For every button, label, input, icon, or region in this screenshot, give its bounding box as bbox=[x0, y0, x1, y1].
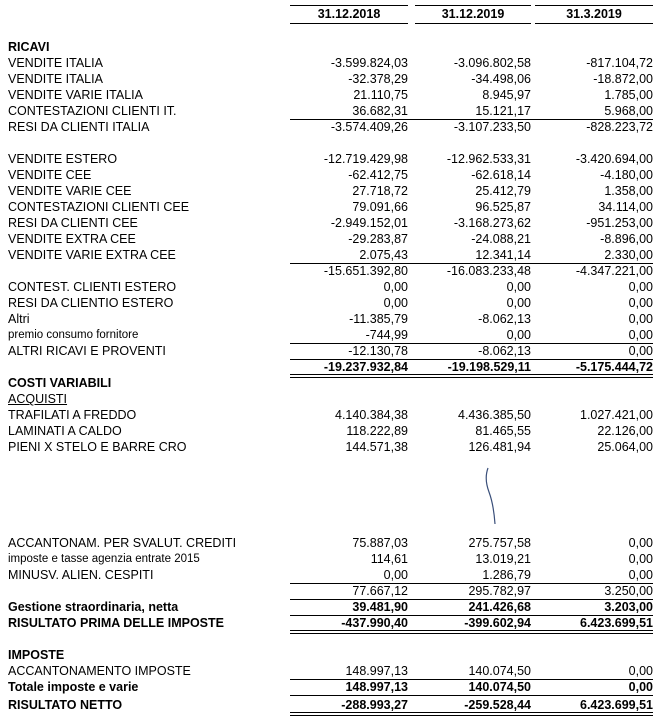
total-row: -19.237.932,84 -19.198.529,11 -5.175.444,72 bbox=[323, 360, 653, 374]
table-row: MINUSV. ALIEN. CESPITI 0,00 1.286,79 0,00 bbox=[8, 568, 653, 582]
table-row: LAMINATI A CALDO 118.222,89 81.465,55 22.126,00 bbox=[8, 424, 653, 438]
table-row: Altri -11.385,79 -8.062,13 0,00 bbox=[8, 312, 653, 326]
pen-stroke-mark bbox=[480, 466, 504, 530]
table-row: VENDITE VARIE ITALIA 21.110,75 8.945,97 1.785,00 bbox=[8, 88, 653, 102]
table-row: VENDITE VARIE EXTRA CEE 2.075,43 12.341,14 2.330,00 bbox=[8, 248, 653, 262]
table-row: ACCANTONAMENTO IMPOSTE 148.997,13 140.074,50 0,00 bbox=[8, 664, 653, 678]
double-rule bbox=[290, 712, 653, 716]
table-row: VENDITE ITALIA -32.378,29 -34.498,06 -18.872,00 bbox=[8, 72, 653, 86]
header-q1-2019: 31.3.2019 bbox=[535, 5, 653, 24]
table-row: TRAFILATI A FREDDO 4.140.384,38 4.436.385,50 1.027.421,00 bbox=[8, 408, 653, 422]
table-row: VENDITE ESTERO -12.719.429,98 -12.962.533,31 -3.420.694,00 bbox=[8, 152, 653, 166]
table-row: RESI DA CLIENTI CEE -2.949.152,01 -3.168.273,62 -951.253,00 bbox=[8, 216, 653, 230]
rule bbox=[290, 695, 653, 696]
table-row: imposte e tasse agenzia entrate 2015 114,61 13.019,21 0,00 bbox=[8, 552, 653, 566]
table-row: RESI DA CLIENTIO ESTERO 0,00 0,00 0,00 bbox=[8, 296, 653, 310]
table-row: PIENI X STELO E BARRE CRO 144.571,38 126.481,94 25.064,00 bbox=[8, 440, 653, 454]
table-row: VENDITE VARIE CEE 27.718,72 25.412,79 1.358,00 bbox=[8, 184, 653, 198]
table-row: ACCANTONAM. PER SVALUT. CREDITI 75.887,03 275.757,58 0,00 bbox=[8, 536, 653, 550]
section-ricavi: RICAVI bbox=[8, 40, 50, 54]
section-acquisti: ACQUISTI bbox=[8, 392, 68, 406]
table-row: CONTEST. CLIENTI ESTERO 0,00 0,00 0,00 bbox=[8, 280, 653, 294]
table-row: VENDITE EXTRA CEE -29.283,87 -24.088,21 -8.896,00 bbox=[8, 232, 653, 246]
header-2019: 31.12.2019 bbox=[415, 5, 531, 24]
table-row: Totale imposte e varie 148.997,13 140.074,50 0,00 bbox=[8, 680, 653, 694]
table-row: CONTESTAZIONI CLIENTI CEE 79.091,66 96.525,87 34.114,00 bbox=[8, 200, 653, 214]
table-row: VENDITE ITALIA -3.599.824,03 -3.096.802,58 -817.104,72 bbox=[8, 56, 653, 70]
total-row: RISULTATO NETTO -288.993,27 -259.528,44 6.423.699,51 bbox=[8, 698, 653, 712]
double-rule bbox=[290, 630, 653, 634]
table-row: VENDITE CEE -62.412,75 -62.618,14 -4.180,00 bbox=[8, 168, 653, 182]
subtotal-row: -15.651.392,80 -16.083.233,48 -4.347.221,00 bbox=[323, 264, 653, 278]
total-row: RISULTATO PRIMA DELLE IMPOSTE -437.990,40 -399.602,94 6.423.699,51 bbox=[8, 616, 653, 630]
section-imposte: IMPOSTE bbox=[8, 648, 65, 662]
table-row: Gestione straordinaria, netta 39.481,90 241.426,68 3.203,00 bbox=[8, 600, 653, 614]
table-row: RESI DA CLIENTI ITALIA -3.574.409,26 -3.107.233,50 -828.223,72 bbox=[8, 120, 653, 134]
table-row: premio consumo fornitore -744,99 0,00 0,00 bbox=[8, 328, 653, 342]
table-row: ALTRI RICAVI E PROVENTI -12.130,78 -8.062,13 0,00 bbox=[8, 344, 653, 358]
table-row: CONTESTAZIONI CLIENTI IT. 36.682,31 15.121,17 5.968,00 bbox=[8, 104, 653, 118]
subtotal-row: 77.667,12 295.782,97 3.250,00 bbox=[352, 584, 653, 598]
section-costi-variabili: COSTI VARIABILI bbox=[8, 376, 112, 390]
header-2018: 31.12.2018 bbox=[290, 5, 408, 24]
